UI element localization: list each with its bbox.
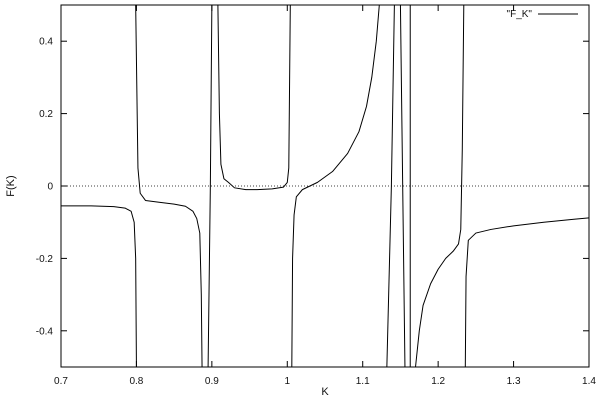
x-tick-label: 1.1 bbox=[355, 376, 370, 387]
legend-label: "F_K" bbox=[506, 9, 532, 20]
y-tick-label: -0.4 bbox=[35, 326, 53, 338]
ticks bbox=[36, 5, 597, 387]
x-tick-label: 0.7 bbox=[54, 376, 68, 387]
series-line-segment bbox=[387, 5, 395, 367]
series-line-segment bbox=[400, 5, 405, 367]
x-tick-label: 0.9 bbox=[204, 376, 219, 387]
x-tick-label: 1.4 bbox=[582, 376, 596, 387]
y-tick-label: 0.4 bbox=[39, 36, 53, 48]
y-axis-label: F(K) bbox=[5, 175, 17, 197]
y-tick-label: 0.2 bbox=[39, 109, 53, 121]
series-line-segment bbox=[465, 218, 589, 367]
x-tick-label: 1.2 bbox=[431, 376, 446, 387]
x-tick-label: 1.3 bbox=[506, 376, 521, 387]
series-line-segment bbox=[61, 206, 136, 367]
legend bbox=[507, 9, 578, 20]
y-tick-label: 0 bbox=[47, 181, 53, 193]
series-line-segment bbox=[218, 5, 290, 190]
x-tick-label: 0.8 bbox=[129, 376, 144, 387]
x-tick-label: 1 bbox=[284, 376, 291, 387]
y-tick-label: -0.2 bbox=[35, 253, 53, 265]
x-axis-label: K bbox=[321, 386, 329, 398]
